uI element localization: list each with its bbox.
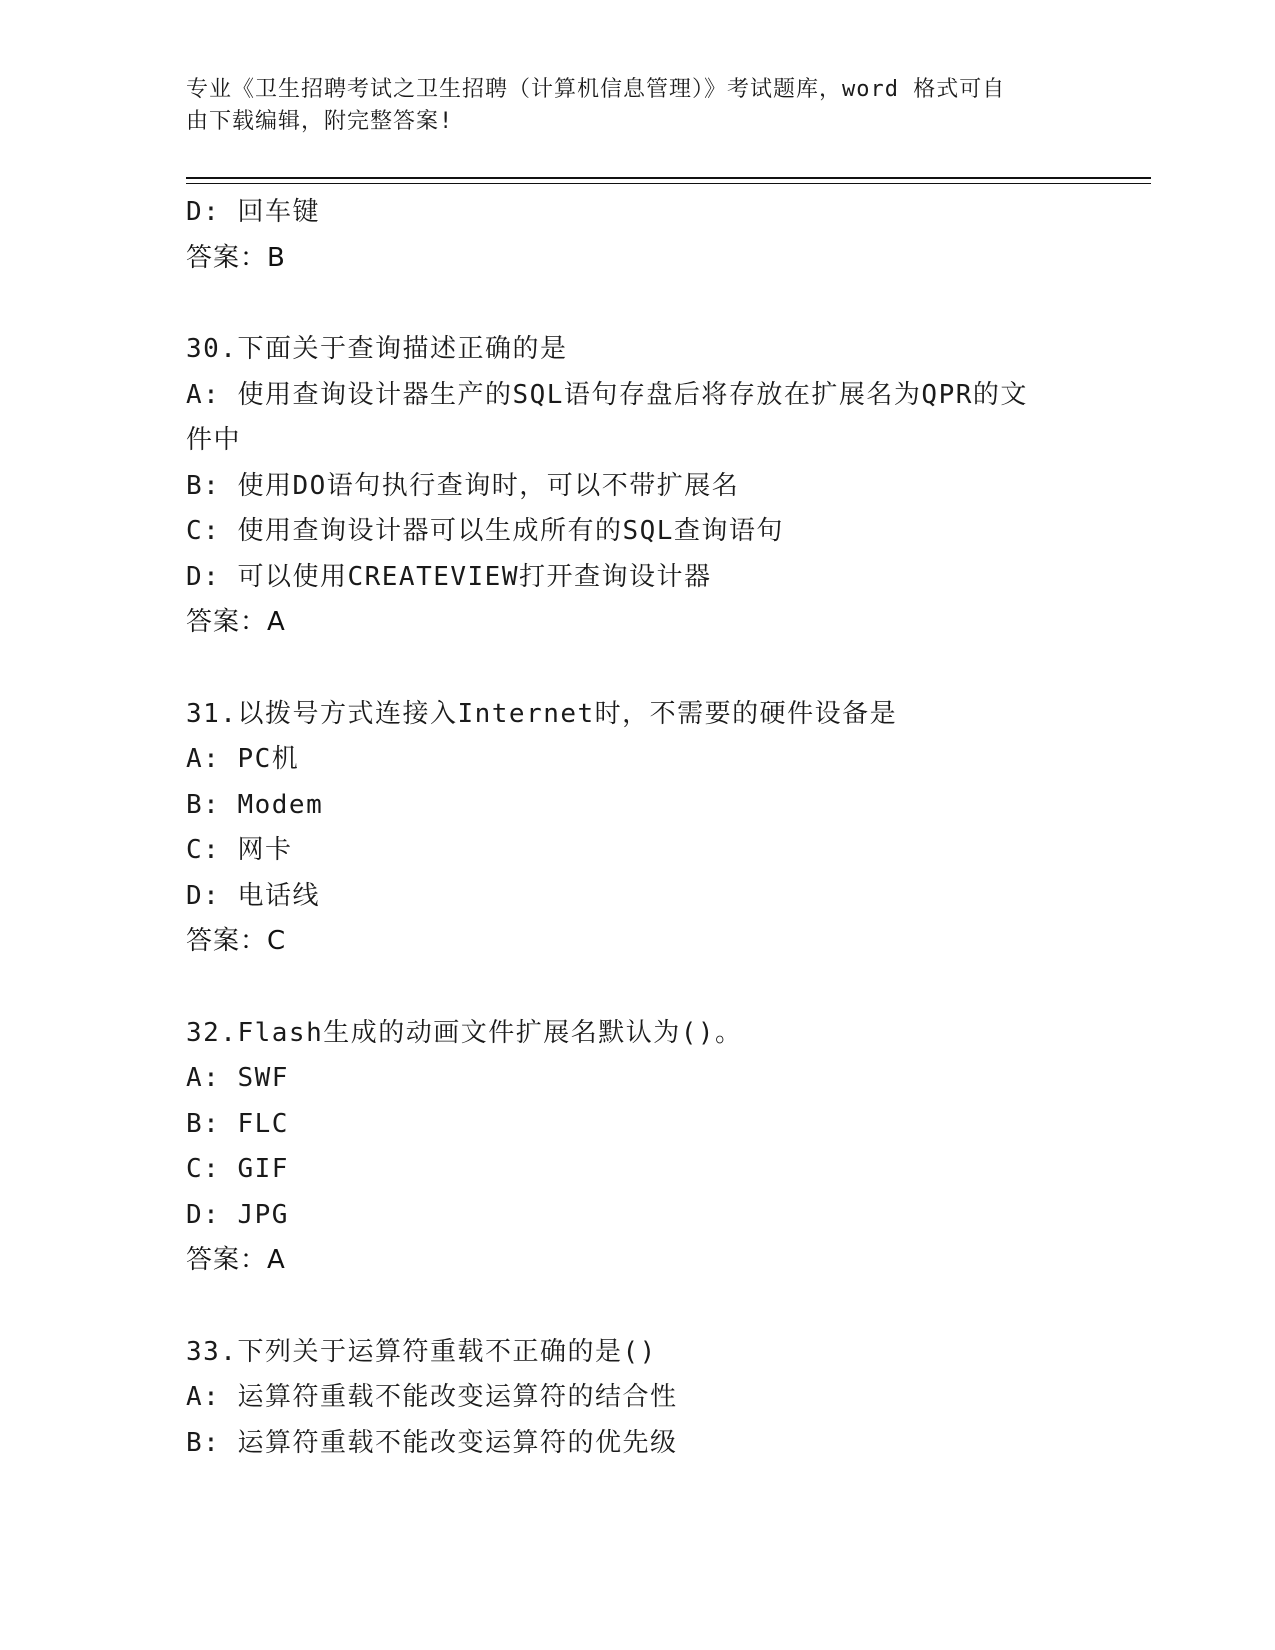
spacer xyxy=(186,965,1086,1011)
option-b: B: 运算符重载不能改变运算符的优先级 xyxy=(186,1427,678,1458)
option-c: C: 使用查询设计器可以生成所有的SQL查询语句 xyxy=(186,516,784,546)
question-29-tail xyxy=(186,190,1086,281)
answer-line: 答案：A xyxy=(186,607,286,637)
question-31 xyxy=(186,692,1086,965)
question-stem: 32.Flash生成的动画文件扩展名默认为()。 xyxy=(186,1017,743,1048)
option-d: D: 电话线 xyxy=(186,880,320,911)
header-divider-thin xyxy=(186,183,1151,184)
option-b: B: 使用DO语句执行查询时，可以不带扩展名 xyxy=(186,470,740,501)
option-d: D: 可以使用CREATEVIEW打开查询设计器 xyxy=(186,561,712,592)
option-c: C: 网卡 xyxy=(186,835,293,865)
answer-line: 答案：C xyxy=(186,926,287,956)
header-divider-thick xyxy=(186,177,1151,179)
option-d: D: 回车键 xyxy=(186,197,320,227)
question-stem: 30.下面关于查询描述正确的是 xyxy=(186,334,568,364)
answer-line: 答案：B xyxy=(186,242,286,273)
question-list xyxy=(186,190,1086,1466)
spacer xyxy=(186,1284,1086,1330)
option-a: A: SWF xyxy=(186,1063,289,1093)
spacer xyxy=(186,646,1086,692)
question-stem: 31.以拨号方式连接入Internet时，不需要的硬件设备是 xyxy=(186,698,898,729)
header-line-1: 专业《卫生招聘考试之卫生招聘（计算机信息管理）》考试题库，word 格式可自 xyxy=(186,77,1006,102)
question-32 xyxy=(186,1011,1086,1284)
spacer xyxy=(186,281,1086,327)
document-header xyxy=(186,74,1066,138)
option-a: A: 运算符重载不能改变运算符的结合性 xyxy=(186,1382,678,1412)
option-b: B: Modem xyxy=(186,789,324,820)
header-line-2: 由下载编辑，附完整答案! xyxy=(186,109,454,134)
question-33 xyxy=(186,1330,1086,1467)
option-a: A: 使用查询设计器生产的SQL语句存盘后将存放在扩展名为QPR的文 xyxy=(186,379,1028,410)
option-b: B: FLC xyxy=(186,1108,289,1139)
question-stem: 33.下列关于运算符重载不正确的是() xyxy=(186,1336,657,1367)
option-c: C: GIF xyxy=(186,1154,289,1184)
option-d: D: JPG xyxy=(186,1199,289,1230)
question-30 xyxy=(186,327,1086,646)
answer-line: 答案：A xyxy=(186,1245,286,1275)
option-a-continued: 件中 xyxy=(186,425,242,455)
option-a: A: PC机 xyxy=(186,744,300,774)
